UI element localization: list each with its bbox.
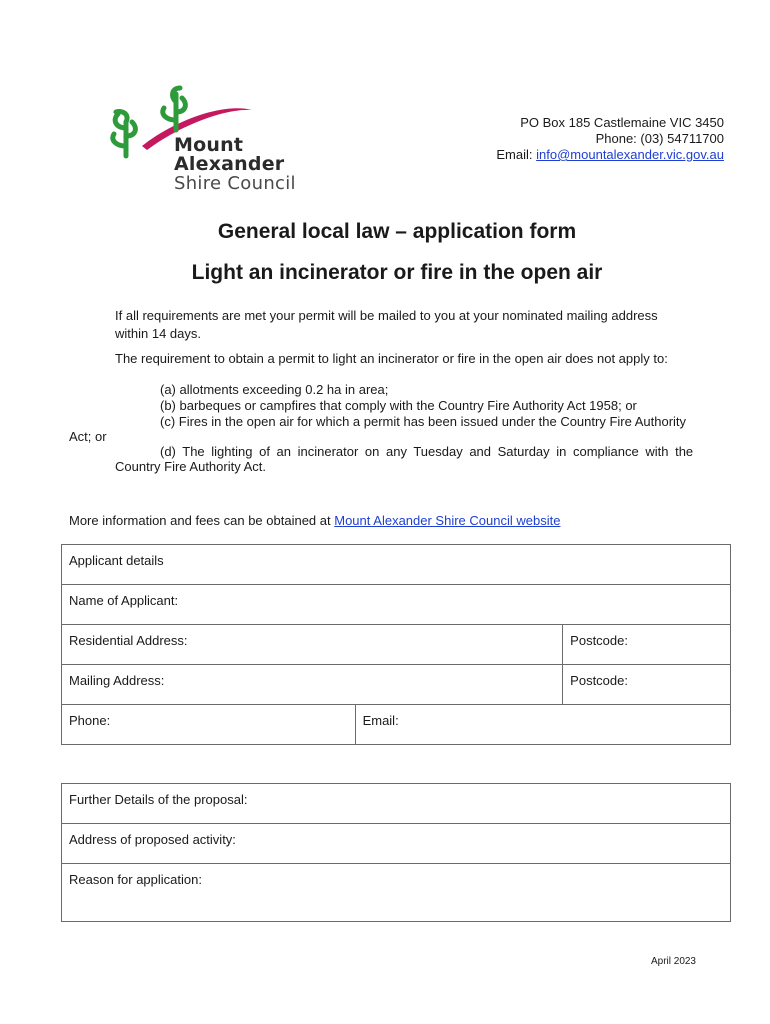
contact-block (496, 115, 724, 163)
mailing-address-field[interactable]: Mailing Address: (62, 665, 563, 705)
logo-line1: Mount Alexander (174, 134, 285, 176)
intro-line3: The requirement to obtain a permit to light an incinerator or fire in the open air does not apply to: (115, 351, 668, 366)
reason-for-application-field[interactable]: Reason for application: (62, 864, 731, 922)
more-info (69, 511, 560, 530)
exemption-c: (c) Fires in the open air for which a permit has been issued under the Country Fire Authority (160, 414, 687, 429)
applicant-details-table (61, 544, 731, 745)
email-link[interactable]: info@mountalexander.vic.gov.au (536, 147, 724, 162)
more-info-text: More information and fees can be obtained at (69, 513, 331, 528)
proposal-details-table (61, 783, 731, 922)
email-field[interactable]: Email: (355, 705, 730, 745)
exemption-d: (d) The lighting of an incinerator on any Tuesday and Saturday in compliance with the (160, 444, 694, 459)
proposed-activity-address-field[interactable]: Address of proposed activity: (62, 824, 731, 864)
exemption-c-cont: Act; or (69, 429, 107, 444)
page-title: General local law – application form (217, 220, 577, 243)
exemption-b: (b) barbeques or campfires that comply with the Country Fire Authority Act 1958; or (160, 398, 637, 413)
mailing-postcode-field[interactable]: Postcode: (563, 665, 731, 705)
page-subtitle: Light an incinerator or fire in the open air (191, 261, 603, 284)
further-details-heading: Further Details of the proposal: (62, 784, 731, 824)
residential-postcode-field[interactable]: Postcode: (563, 625, 731, 665)
footer-date: April 2023 (650, 956, 696, 967)
email-line (496, 147, 724, 163)
intro-line1: If all requirements are met your permit will be mailed to you at your nominated mailing address (115, 308, 658, 323)
name-of-applicant-field[interactable]: Name of Applicant: (62, 585, 731, 625)
phone-field[interactable]: Phone: (62, 705, 356, 745)
phone-number: Phone: (03) 54711700 (595, 131, 724, 146)
applicant-details-heading: Applicant details (62, 545, 731, 585)
exemption-d-cont: Country Fire Authority Act. (115, 459, 267, 474)
email-label: Email: (496, 147, 533, 162)
exemption-a: (a) allotments exceeding 0.2 ha in area; (160, 382, 389, 397)
logo-line2: Shire Council (174, 172, 296, 194)
council-logo (102, 84, 350, 194)
residential-address-field[interactable]: Residential Address: (62, 625, 563, 665)
council-website-link[interactable]: Mount Alexander Shire Council website (334, 513, 561, 528)
postal-address: PO Box 185 Castlemaine VIC 3450 (520, 115, 724, 130)
intro-line2: within 14 days. (115, 326, 201, 341)
